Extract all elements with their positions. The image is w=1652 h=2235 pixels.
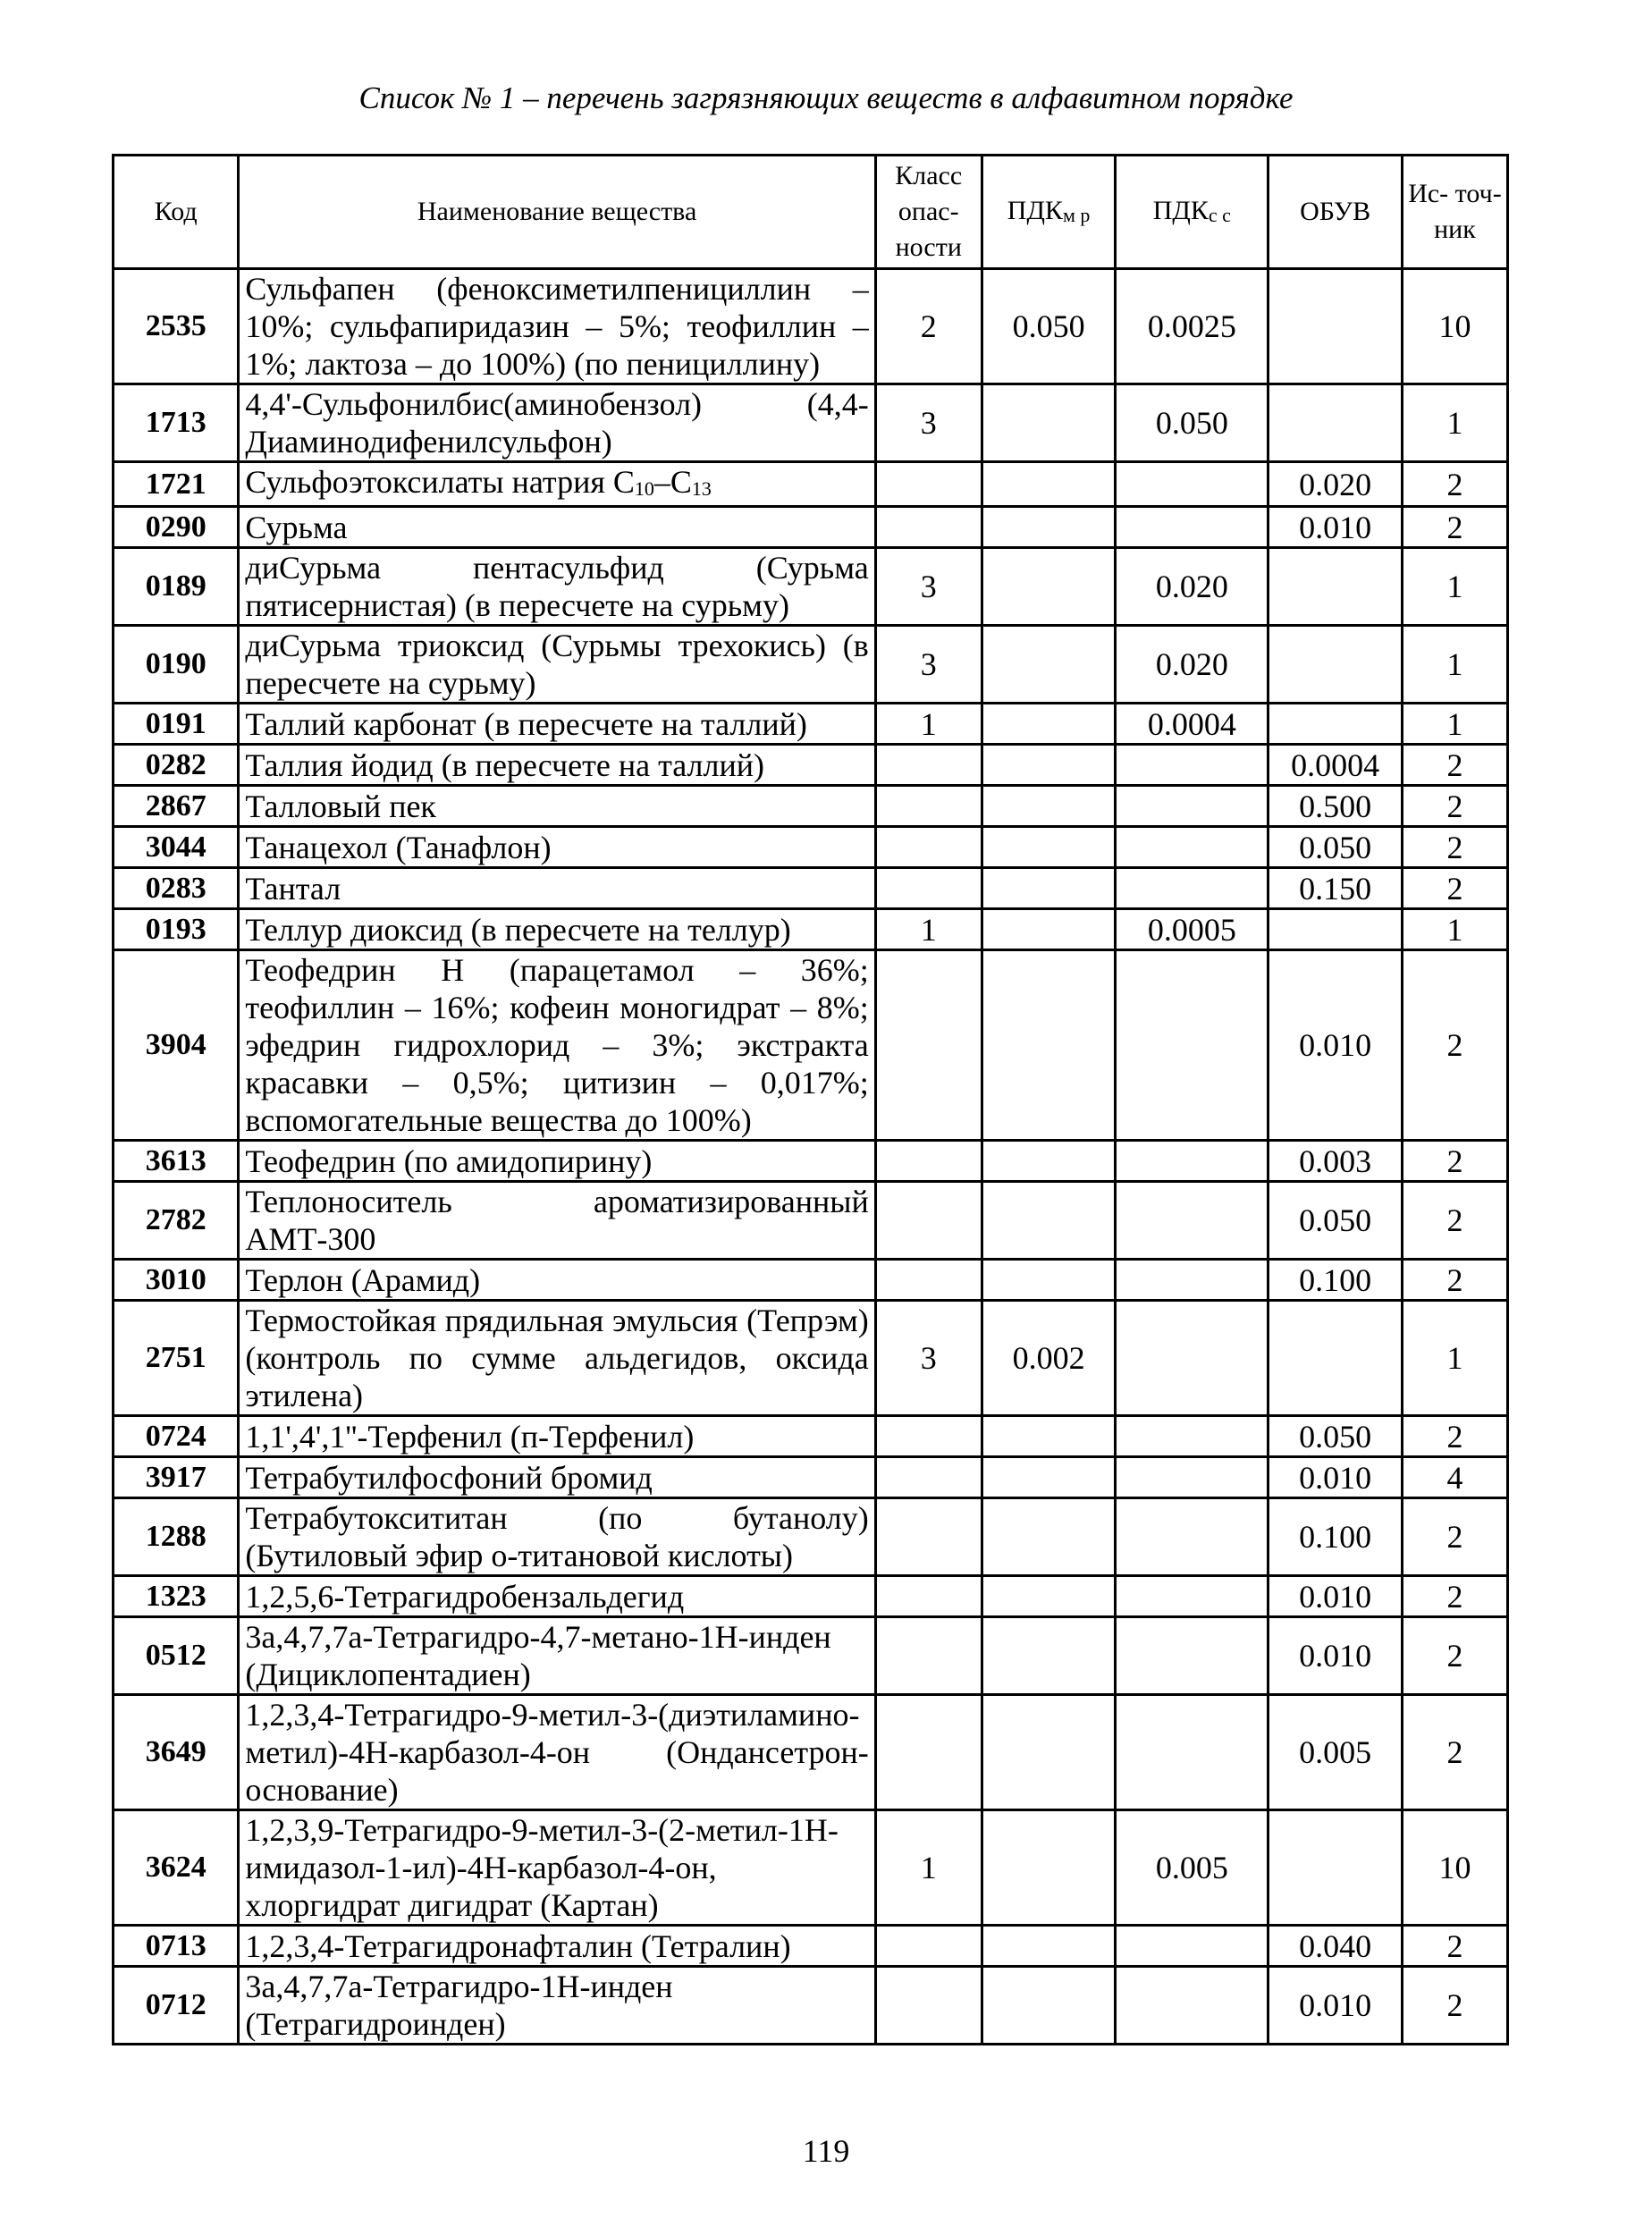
cell-source: 1: [1402, 626, 1507, 704]
cell-hazard-class: [875, 507, 982, 548]
cell-source: 2: [1402, 1498, 1507, 1576]
table-row: [114, 384, 1508, 462]
cell-pdk-mr: [982, 1967, 1116, 2045]
cell-pdk-mr: [982, 1141, 1116, 1182]
cell-pdk-ss: [1116, 1141, 1268, 1182]
cell-name: Сурьма: [239, 507, 875, 548]
cell-code: 0193: [114, 909, 239, 950]
cell-hazard-class: 1: [875, 1810, 982, 1926]
cell-code: 2867: [114, 786, 239, 827]
cell-pdk-mr: [982, 909, 1116, 950]
cell-code: 0190: [114, 626, 239, 704]
cell-pdk-mr: [982, 827, 1116, 868]
cell-obuv: [1268, 269, 1403, 384]
cell-hazard-class: [875, 1141, 982, 1182]
cell-name: Танацехол (Танафлон): [239, 827, 875, 868]
cell-pdk-mr: [982, 786, 1116, 827]
cell-source: 1: [1402, 548, 1507, 626]
cell-hazard-class: [875, 1576, 982, 1617]
cell-code: 2782: [114, 1182, 239, 1260]
cell-name: Таллий карбонат (в пересчете на таллий): [239, 704, 875, 745]
cell-obuv: 0.010: [1268, 1457, 1403, 1498]
cell-pdk-ss: [1116, 868, 1268, 909]
cell-hazard-class: [875, 786, 982, 827]
cell-pdk-mr: [982, 1576, 1116, 1617]
cell-hazard-class: [875, 1182, 982, 1260]
table-row: [114, 704, 1508, 745]
cell-pdk-ss: 0.0025: [1116, 269, 1268, 384]
table-row: [114, 1926, 1508, 1967]
cell-pdk-ss: [1116, 1498, 1268, 1576]
cell-name: Тетрабутилфосфоний бромид: [239, 1457, 875, 1498]
cell-name: Теофедрин Н (парацетамол – 36%; теофиллин – 16%; кофеин моногидрат – 8%; эфедрин гидрохлорид – 3%; экстракта красавки – 0,5%; цитизин – 0,017%; вспомогательные вещества до 100%): [239, 950, 875, 1141]
cell-pdk-ss: [1116, 1301, 1268, 1416]
cell-obuv: [1268, 626, 1403, 704]
cell-obuv: 0.100: [1268, 1260, 1403, 1301]
cell-obuv: [1268, 909, 1403, 950]
cell-pdk-mr: [982, 1926, 1116, 1967]
table-row: [114, 1141, 1508, 1182]
cell-name: 1,2,5,6-Тетрагидробензальдегид: [239, 1576, 875, 1617]
cell-obuv: [1268, 1301, 1403, 1416]
cell-hazard-class: [875, 1967, 982, 2045]
cell-source: 2: [1402, 745, 1507, 786]
cell-name: Тетрабутоксититан (по бутанолу) (Бутиловый эфир о-титановой кислоты): [239, 1498, 875, 1576]
cell-obuv: 0.500: [1268, 786, 1403, 827]
table-row: [114, 745, 1508, 786]
cell-hazard-class: [875, 462, 982, 507]
cell-code: 1721: [114, 462, 239, 507]
cell-pdk-mr: [982, 507, 1116, 548]
cell-code: 3010: [114, 1260, 239, 1301]
cell-code: 3917: [114, 1457, 239, 1498]
table-row: [114, 462, 1508, 507]
cell-source: 2: [1402, 827, 1507, 868]
cell-pdk-ss: [1116, 1695, 1268, 1810]
cell-name: Теплоноситель ароматизированный АМТ-300: [239, 1182, 875, 1260]
cell-code: 2535: [114, 269, 239, 384]
cell-pdk-ss: [1116, 1617, 1268, 1695]
cell-source: 2: [1402, 1260, 1507, 1301]
header-source: Ис- точ- ник: [1402, 156, 1507, 269]
cell-name: 3а,4,7,7а-Тетрагидро-1Н-инден (Тетрагидроинден): [239, 1967, 875, 2045]
header-name: Наименование вещества: [239, 156, 875, 269]
cell-code: 1713: [114, 384, 239, 462]
cell-source: 1: [1402, 1301, 1507, 1416]
cell-pdk-mr: [982, 1457, 1116, 1498]
cell-pdk-mr: [982, 1182, 1116, 1260]
cell-source: 2: [1402, 868, 1507, 909]
cell-source: 10: [1402, 1810, 1507, 1926]
cell-obuv: 0.010: [1268, 1967, 1403, 2045]
cell-name: Терлон (Арамид): [239, 1260, 875, 1301]
table-row: [114, 909, 1508, 950]
cell-pdk-ss: [1116, 1926, 1268, 1967]
cell-pdk-ss: [1116, 827, 1268, 868]
table-header-row: [114, 156, 1508, 269]
table-row: [114, 1182, 1508, 1260]
cell-code: 0724: [114, 1416, 239, 1457]
cell-obuv: 0.040: [1268, 1926, 1403, 1967]
cell-source: 2: [1402, 1926, 1507, 1967]
cell-obuv: 0.010: [1268, 1617, 1403, 1695]
table-row: [114, 786, 1508, 827]
table-row: [114, 827, 1508, 868]
substances-table: [112, 154, 1509, 2045]
cell-pdk-mr: [982, 626, 1116, 704]
table-row: [114, 1498, 1508, 1576]
cell-hazard-class: [875, 827, 982, 868]
cell-pdk-mr: [982, 1260, 1116, 1301]
cell-name: 1,2,3,9-Тетрагидро-9-метил-3-(2-метил-1Н-имидазол-1-ил)-4Н-карбазол-4-он, хлоргидрат дигидрат (Картан): [239, 1810, 875, 1926]
page-title: Список № 1 – перечень загрязняющих веществ в алфавитном порядке: [358, 80, 1294, 115]
cell-hazard-class: 3: [875, 626, 982, 704]
cell-source: 2: [1402, 507, 1507, 548]
cell-name: Теллур диоксид (в пересчете на теллур): [239, 909, 875, 950]
cell-pdk-ss: 0.0004: [1116, 704, 1268, 745]
cell-hazard-class: [875, 1457, 982, 1498]
cell-obuv: [1268, 548, 1403, 626]
cell-name: 4,4'-Сульфонилбис(аминобензол) (4,4-Диаминодифенилсульфон): [239, 384, 875, 462]
cell-name: Сульфоэтоксилаты натрия C10–C13: [239, 462, 875, 507]
cell-hazard-class: [875, 1498, 982, 1576]
table-row: [114, 1416, 1508, 1457]
table-row: [114, 1810, 1508, 1926]
cell-hazard-class: 1: [875, 909, 982, 950]
table-row: [114, 1301, 1508, 1416]
cell-name: 1,2,3,4-Тетрагидро-9-метил-3-(диэтиламино-метил)-4Н-карбазол-4-он (Ондансетрон-основание): [239, 1695, 875, 1810]
cell-pdk-ss: [1116, 507, 1268, 548]
cell-pdk-ss: 0.020: [1116, 548, 1268, 626]
cell-pdk-mr: [982, 1695, 1116, 1810]
cell-obuv: 0.0004: [1268, 745, 1403, 786]
cell-hazard-class: [875, 1260, 982, 1301]
cell-obuv: 0.010: [1268, 1576, 1403, 1617]
cell-hazard-class: 3: [875, 1301, 982, 1416]
table-row: [114, 548, 1508, 626]
cell-code: 3904: [114, 950, 239, 1141]
cell-pdk-mr: [982, 950, 1116, 1141]
cell-code: 0290: [114, 507, 239, 548]
cell-obuv: 0.020: [1268, 462, 1403, 507]
cell-hazard-class: [875, 1926, 982, 1967]
cell-pdk-mr: [982, 384, 1116, 462]
cell-obuv: 0.050: [1268, 1416, 1403, 1457]
cell-code: 3613: [114, 1141, 239, 1182]
cell-pdk-mr: [982, 1416, 1116, 1457]
cell-name: 1,1',4',1''-Терфенил (п-Терфенил): [239, 1416, 875, 1457]
cell-source: 10: [1402, 269, 1507, 384]
cell-obuv: 0.010: [1268, 507, 1403, 548]
cell-pdk-ss: 0.005: [1116, 1810, 1268, 1926]
table-row: [114, 507, 1508, 548]
table-row: [114, 1576, 1508, 1617]
cell-pdk-mr: [982, 1617, 1116, 1695]
cell-hazard-class: [875, 1695, 982, 1810]
cell-pdk-ss: [1116, 745, 1268, 786]
cell-code: 0713: [114, 1926, 239, 1967]
cell-source: 1: [1402, 704, 1507, 745]
cell-name: 3а,4,7,7а-Тетрагидро-4,7-метано-1Н-инден (Дициклопентадиен): [239, 1617, 875, 1695]
cell-pdk-ss: 0.050: [1116, 384, 1268, 462]
cell-source: 2: [1402, 1576, 1507, 1617]
cell-hazard-class: 3: [875, 384, 982, 462]
cell-code: 0282: [114, 745, 239, 786]
cell-name: Теофедрин (по амидопирину): [239, 1141, 875, 1182]
cell-code: 0512: [114, 1617, 239, 1695]
cell-obuv: 0.050: [1268, 1182, 1403, 1260]
cell-pdk-ss: [1116, 950, 1268, 1141]
cell-pdk-mr: [982, 462, 1116, 507]
cell-source: 2: [1402, 1695, 1507, 1810]
cell-source: 4: [1402, 1457, 1507, 1498]
table-row: [114, 626, 1508, 704]
cell-source: 2: [1402, 462, 1507, 507]
cell-code: 3649: [114, 1695, 239, 1810]
cell-name: диСурьма пентасульфид (Сурьма пятисернистая) (в пересчете на сурьму): [239, 548, 875, 626]
cell-source: 2: [1402, 1967, 1507, 2045]
cell-source: 1: [1402, 384, 1507, 462]
cell-pdk-mr: [982, 745, 1116, 786]
cell-name: Тантал: [239, 868, 875, 909]
cell-pdk-mr: [982, 548, 1116, 626]
cell-pdk-mr: 0.050: [982, 269, 1116, 384]
cell-obuv: [1268, 1810, 1403, 1926]
cell-obuv: 0.100: [1268, 1498, 1403, 1576]
header-code: Код: [114, 156, 239, 269]
table-row: [114, 1967, 1508, 2045]
cell-hazard-class: [875, 950, 982, 1141]
cell-hazard-class: [875, 745, 982, 786]
cell-code: 1323: [114, 1576, 239, 1617]
cell-code: 0712: [114, 1967, 239, 2045]
cell-hazard-class: 3: [875, 548, 982, 626]
cell-name: 1,2,3,4-Тетрагидронафталин (Тетралин): [239, 1926, 875, 1967]
cell-pdk-ss: [1116, 1416, 1268, 1457]
table-body: [114, 269, 1508, 2045]
cell-obuv: 0.003: [1268, 1141, 1403, 1182]
table-row: [114, 1617, 1508, 1695]
header-pdk-mr: ПДКм р: [982, 156, 1116, 269]
cell-name: диСурьма триоксид (Сурьмы трехокись) (в пересчете на сурьму): [239, 626, 875, 704]
header-pdk-ss: ПДКс с: [1116, 156, 1268, 269]
cell-code: 3624: [114, 1810, 239, 1926]
cell-pdk-mr: [982, 1810, 1116, 1926]
cell-pdk-mr: [982, 704, 1116, 745]
table-row: [114, 1695, 1508, 1810]
table-row: [114, 868, 1508, 909]
cell-pdk-ss: 0.0005: [1116, 909, 1268, 950]
cell-obuv: 0.010: [1268, 950, 1403, 1141]
cell-obuv: 0.050: [1268, 827, 1403, 868]
cell-pdk-mr: [982, 868, 1116, 909]
cell-pdk-ss: 0.020: [1116, 626, 1268, 704]
cell-pdk-ss: [1116, 462, 1268, 507]
cell-code: 2751: [114, 1301, 239, 1416]
cell-pdk-ss: [1116, 1967, 1268, 2045]
cell-pdk-ss: [1116, 1457, 1268, 1498]
table-row: [114, 1457, 1508, 1498]
cell-pdk-mr: 0.002: [982, 1301, 1116, 1416]
cell-pdk-ss: [1116, 1260, 1268, 1301]
cell-name: Талловый пек: [239, 786, 875, 827]
cell-obuv: [1268, 384, 1403, 462]
cell-hazard-class: [875, 868, 982, 909]
cell-pdk-ss: [1116, 1576, 1268, 1617]
cell-hazard-class: [875, 1416, 982, 1457]
table-row: [114, 950, 1508, 1141]
cell-source: 2: [1402, 1141, 1507, 1182]
cell-source: 2: [1402, 1182, 1507, 1260]
table-row: [114, 269, 1508, 384]
header-obuv: ОБУВ: [1268, 156, 1403, 269]
cell-code: 0189: [114, 548, 239, 626]
cell-source: 2: [1402, 1617, 1507, 1695]
cell-pdk-mr: [982, 1498, 1116, 1576]
cell-source: 1: [1402, 909, 1507, 950]
header-hazard-class: Класс опас- ности: [875, 156, 982, 269]
cell-code: 3044: [114, 827, 239, 868]
cell-hazard-class: 1: [875, 704, 982, 745]
cell-hazard-class: 2: [875, 269, 982, 384]
cell-hazard-class: [875, 1617, 982, 1695]
page-number: 119: [802, 2133, 850, 2169]
cell-code: 0191: [114, 704, 239, 745]
cell-pdk-ss: [1116, 786, 1268, 827]
cell-obuv: [1268, 704, 1403, 745]
cell-obuv: 0.005: [1268, 1695, 1403, 1810]
cell-source: 2: [1402, 1416, 1507, 1457]
cell-name: Термостойкая прядильная эмульсия (Тепрэм) (контроль по сумме альдегидов, оксида этилена): [239, 1301, 875, 1416]
cell-code: 1288: [114, 1498, 239, 1576]
cell-obuv: 0.150: [1268, 868, 1403, 909]
cell-name: Таллия йодид (в пересчете на таллий): [239, 745, 875, 786]
cell-pdk-ss: [1116, 1182, 1268, 1260]
cell-code: 0283: [114, 868, 239, 909]
cell-source: 2: [1402, 786, 1507, 827]
table-row: [114, 1260, 1508, 1301]
cell-name: Сульфапен (феноксиметилпенициллин – 10%; сульфапиридазин – 5%; теофиллин – 1%; лактоза – до 100%) (по пенициллину): [239, 269, 875, 384]
cell-source: 2: [1402, 950, 1507, 1141]
